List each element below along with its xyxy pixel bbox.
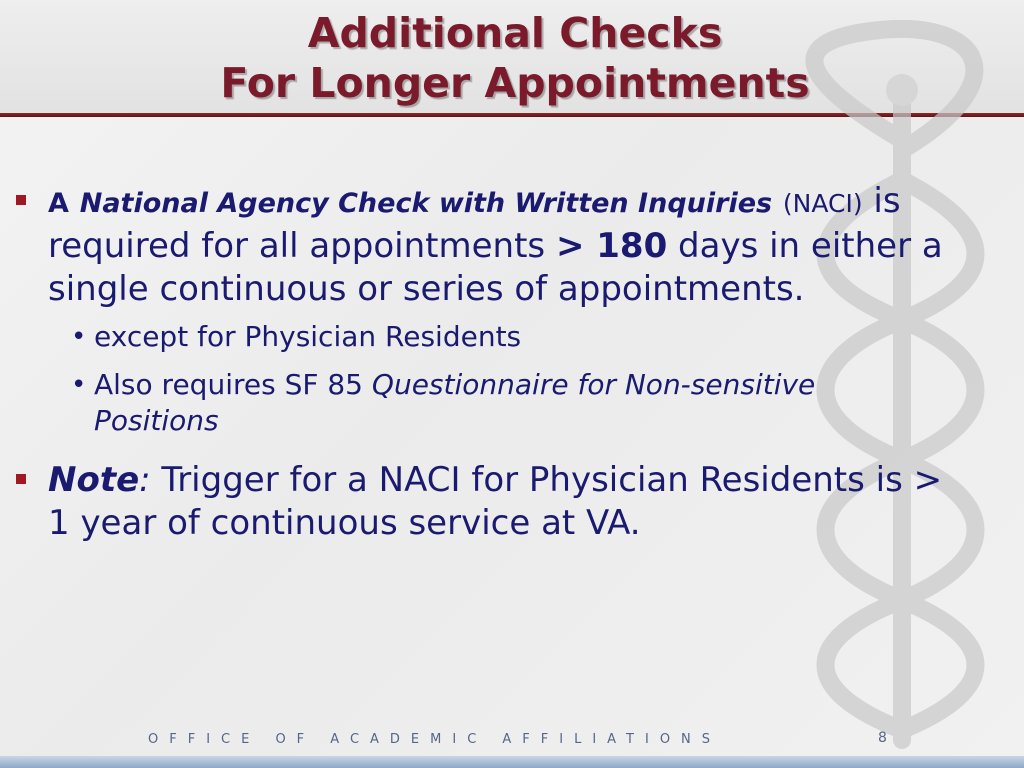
- slide-body: [14, 180, 944, 545]
- note-colon: :: [139, 460, 151, 500]
- note-label: Note: [48, 460, 140, 500]
- bullet-dot-icon: •: [71, 370, 87, 400]
- title-line-1: Additional Checks: [307, 9, 723, 57]
- bullet-naci-bold: > 180: [555, 226, 668, 266]
- note-text: Trigger for a NACI for Physician Residents is > 1 year of continuous service at VA.: [48, 460, 943, 543]
- bullet-naci: [14, 180, 944, 311]
- bullet-naci-paren: (NACI): [782, 189, 863, 218]
- bottom-bar: [0, 756, 1024, 768]
- sub-bullet-text: Also requires SF 85: [94, 368, 363, 401]
- sub-bullet-residents: [14, 319, 944, 355]
- bullet-naci-term: National Agency Check with Written Inquiries: [79, 188, 773, 219]
- bullet-square-icon: [16, 474, 26, 484]
- bullet-naci-text1: is required for all appointments: [48, 181, 901, 266]
- sub-bullet-sf85: [14, 367, 944, 439]
- bullet-prefix: A: [48, 188, 69, 219]
- sub-bullet-italic: Questionnaire for Non-sensitive Positions: [94, 368, 816, 437]
- sub-bullet-text: except for Physician Residents: [94, 320, 522, 353]
- title-line-2: For Longer Appointments: [220, 59, 810, 107]
- footer-text: OFFICE OF ACADEMIC AFFILIATIONS: [148, 732, 722, 747]
- slide-title: [90, 8, 940, 108]
- bullet-dot-icon: •: [71, 322, 87, 352]
- bullet-square-icon: [16, 195, 26, 205]
- page-number: 8: [878, 730, 887, 746]
- bullet-naci-text2: days in either a single continuous or series of appointments.: [48, 226, 943, 309]
- bullet-note: [14, 459, 944, 545]
